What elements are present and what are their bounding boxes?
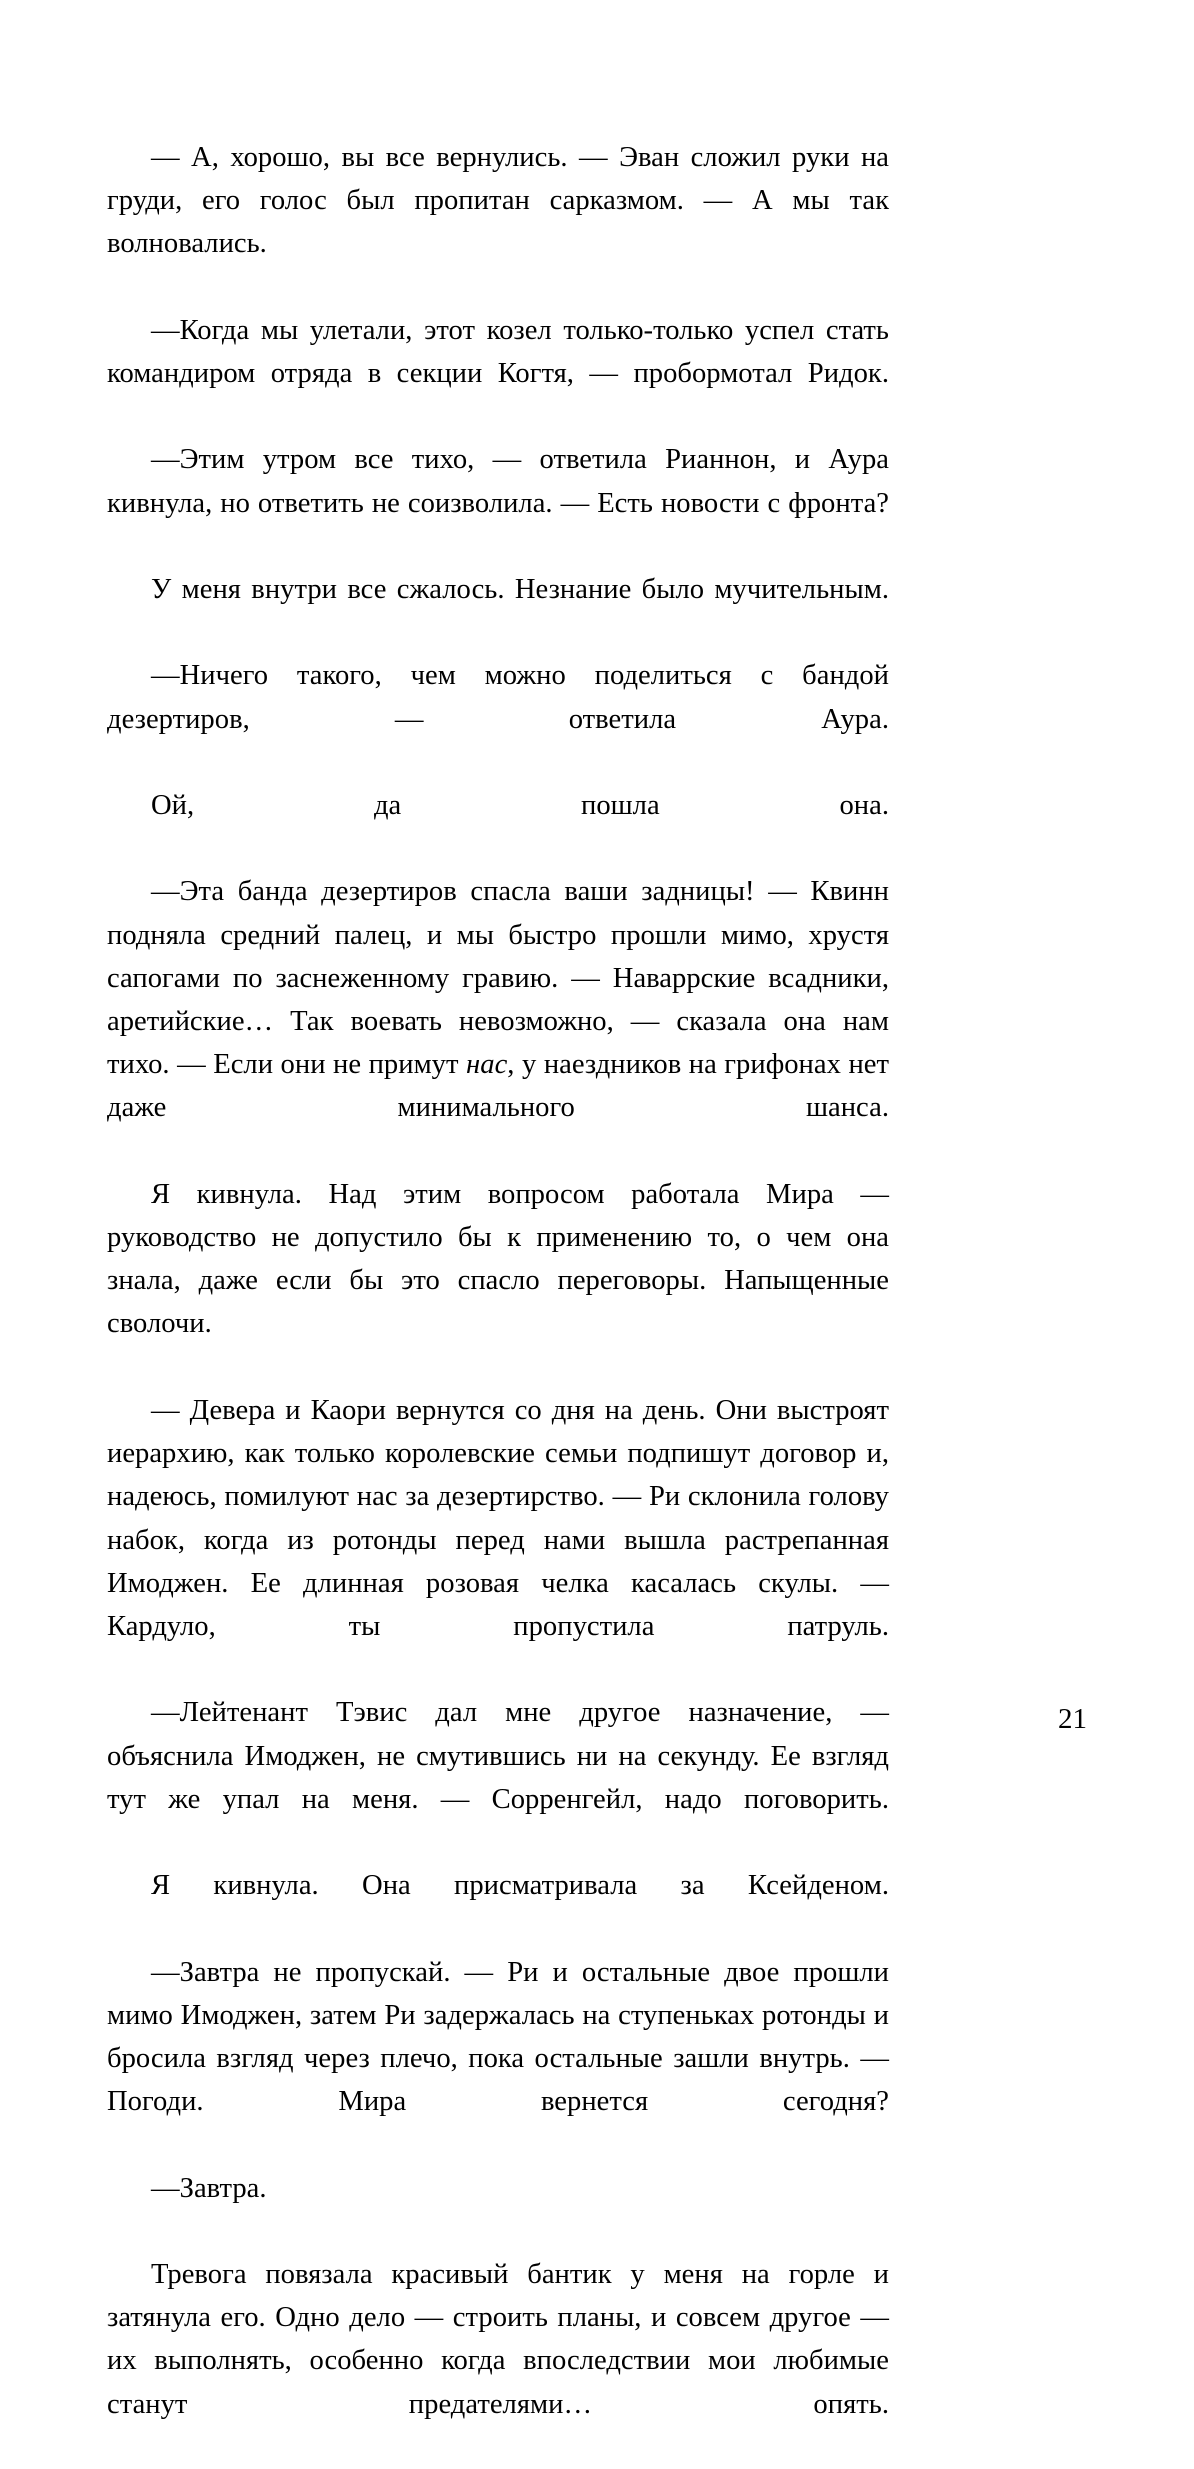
paragraph: —Завтра не пропускай. — Ри и остальные двое прошли мимо Имоджен, затем Ри задержалась на ступеньках ротонды и бросила взгляд через плечо, пока остальные зашли внутрь. — Погоди. Мира вернется сегодня?	[107, 1956, 889, 2118]
paragraph: У меня внутри все сжалось. Незнание было мучительным.	[151, 574, 889, 606]
paragraph: —Лейтенант Тэвис дал мне другое назначение, — объяснила Имоджен, не смутившись ни на секунду. Ее взгляд тут же упал на меня. — Сорренгейл, надо поговорить.	[107, 1697, 889, 1815]
paragraph: — Девера и Каори вернутся со дня на день. Они выстроят иерархию, как только королевские семьи подпишут договор и, надеюсь, помилуют нас за дезертирство. — Ри склонила голову набок, когда из ротонды перед нами вышла растрепанная Имоджен. Ее длинная розовая челка касалась скулы. — Кардуло, ты пропустила патруль.	[107, 1394, 889, 1642]
paragraph-segment: —Эта банда дезертиров спасла ваши задницы! — Квинн подняла средний палец, и мы быстро прошли мимо, хрустя сапогами по заснеженному гравию. — Наваррские всадники, аретийские… Так воевать невозможно, — сказала она нам тихо. — Если они не примут	[107, 876, 889, 1081]
paragraph: Ой, да пошла она.	[151, 790, 889, 822]
page-number: 21	[1058, 1703, 1087, 1735]
paragraph: — А, хорошо, вы все вернулись. — Эван сложил руки на груди, его голос был пропитан сарказмом. — А мы так волновались.	[107, 142, 889, 260]
paragraph: —Завтра.	[151, 2172, 267, 2204]
paragraph: Тревога повязала красивый бантик у меня на горле и затянула его. Одно дело — строить планы, и совсем другое — их выполнять, особенно когда впоследствии мои любимые станут предателями… опять.	[107, 2258, 889, 2420]
body-text-block	[107, 136, 889, 2469]
paragraph-segment: , у наездников на грифонах нет даже минимального шанса.	[107, 1049, 889, 1124]
paragraph: Я кивнула. Над этим вопросом работала Мира — руководство не допустило бы к применению то, о чем она знала, даже если бы это спасло переговоры. Напыщенные сволочи.	[107, 1178, 889, 1340]
paragraph: —Этим утром все тихо, — ответила Рианнон, и Аура кивнула, но ответить не соизволила. — Есть новости с фронта?	[107, 444, 889, 519]
paragraph: —Ничего такого, чем можно поделиться с бандой дезертиров, — ответила Аура.	[107, 660, 889, 735]
paragraph-with-emphasis	[107, 870, 889, 1172]
emphasized-word: нас	[466, 1049, 508, 1081]
paragraph: —Когда мы улетали, этот козел только-только успел стать командиром отряда в секции Когтя, — пробормотал Ридок.	[107, 314, 889, 390]
paragraph: Я кивнула. Она присматривала за Ксейденом.	[151, 1870, 889, 1902]
